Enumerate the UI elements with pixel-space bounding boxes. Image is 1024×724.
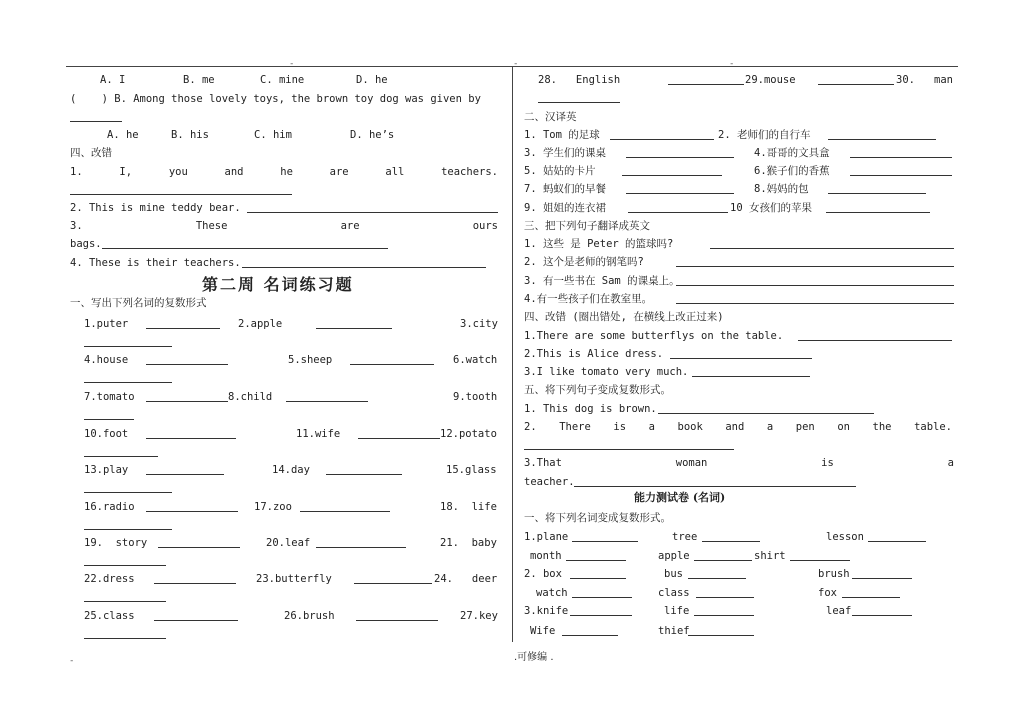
option-d: D. he’s <box>350 129 395 141</box>
section-heading: 五、将下列句子变成复数形式。 <box>524 384 671 396</box>
plural-sentence-2 <box>524 420 952 434</box>
answer-blank[interactable] <box>84 408 134 420</box>
item-label: 7.tomato <box>84 391 135 403</box>
answer-blank[interactable] <box>798 329 952 341</box>
answer-blank[interactable] <box>658 402 874 414</box>
item-label: 10.foot <box>84 428 129 440</box>
answer-blank[interactable] <box>702 530 760 542</box>
footer-mark: - <box>69 656 75 666</box>
test-item: tree <box>672 531 698 543</box>
section-heading: 四、改错 (圈出错处, 在横线上改正过来) <box>524 311 724 323</box>
answer-blank[interactable] <box>626 182 734 194</box>
answer-blank[interactable] <box>84 590 166 602</box>
section-heading: 二、汉译英 <box>524 111 577 123</box>
test-item: apple <box>658 550 690 562</box>
answer-blank[interactable] <box>242 256 486 268</box>
item-label: 11.wife <box>296 428 341 440</box>
answer-blank[interactable] <box>247 201 498 213</box>
answer-blank[interactable] <box>356 609 438 621</box>
answer-blank[interactable] <box>286 390 368 402</box>
answer-blank[interactable] <box>102 237 388 249</box>
word: and <box>725 421 745 433</box>
translate-item: 1. Tom 的足球 <box>524 129 600 141</box>
item-label: 16.radio <box>84 501 135 513</box>
section-heading: 一、将下列名词变成复数形式。 <box>524 512 671 524</box>
answer-blank[interactable] <box>146 500 238 512</box>
section-heading: 一、写出下列名词的复数形式 <box>70 297 207 309</box>
answer-blank[interactable] <box>676 292 954 304</box>
item-label: 23.butterfly <box>256 573 332 585</box>
answer-blank[interactable] <box>350 353 434 365</box>
word: he <box>280 166 293 178</box>
answer-blank[interactable] <box>316 317 392 329</box>
page-title: 第二周 名词练习题 <box>202 275 354 294</box>
answer-blank[interactable] <box>146 353 228 365</box>
option-c: C. mine <box>260 74 305 86</box>
answer-blank[interactable] <box>688 624 754 636</box>
word: you <box>168 166 188 178</box>
answer-blank[interactable] <box>146 463 224 475</box>
translate-item: 3. 学生们的课桌 <box>524 147 606 159</box>
item-label: 14.day <box>272 464 310 476</box>
answer-blank[interactable] <box>358 427 440 439</box>
test-item: shirt <box>754 550 786 562</box>
answer-blank[interactable] <box>694 549 752 561</box>
word: on <box>837 421 850 433</box>
option-b: B. his <box>171 129 209 141</box>
word: These <box>195 220 228 232</box>
answer-blank[interactable] <box>524 438 734 450</box>
answer-blank[interactable] <box>158 536 240 548</box>
item-label: 20.leaf <box>266 537 311 549</box>
word: I, <box>119 166 133 178</box>
item-label: 30. <box>896 74 915 86</box>
word: are <box>329 166 349 178</box>
answer-blank[interactable] <box>572 530 638 542</box>
correction-item: 1.There are some butterflys on the table. <box>524 330 784 342</box>
item-label: 8.child <box>228 391 273 403</box>
item-label: 21. baby <box>440 537 497 549</box>
question-line: ( ) B. Among those lovely toys, the brown toy dog was given by <box>70 93 481 105</box>
item-label: 6.watch <box>453 354 498 366</box>
header-mark: - <box>729 59 735 69</box>
sentence-item: 1. 这些 是 Peter 的篮球吗? <box>524 238 674 250</box>
word: all <box>385 166 405 178</box>
item-label: 19. story <box>84 537 148 549</box>
item-label: 5.sheep <box>288 354 333 366</box>
translate-item: 5. 姑姑的卡片 <box>524 165 596 177</box>
item-label: man <box>934 74 953 86</box>
answer-blank[interactable] <box>354 572 432 584</box>
answer-blank[interactable] <box>852 604 912 616</box>
answer-blank[interactable] <box>84 445 158 457</box>
word: teachers. <box>441 166 498 178</box>
option-d: D. he <box>356 74 388 86</box>
answer-blank[interactable] <box>694 604 754 616</box>
test-item: Wife <box>530 625 556 637</box>
translate-item: 10 女孩们的苹果 <box>730 202 812 214</box>
translate-item: 9. 姐姐的连衣裙 <box>524 202 606 214</box>
item-label: 4.house <box>84 354 129 366</box>
answer-blank[interactable] <box>84 371 172 383</box>
item-label: 13.play <box>84 464 129 476</box>
error-sentence-1 <box>70 165 498 179</box>
answer-blank[interactable] <box>154 609 238 621</box>
item-label: 25.class <box>84 610 135 622</box>
answer-blank[interactable] <box>688 567 746 579</box>
translate-item: 2. 老师们的自行车 <box>718 129 811 141</box>
test-item: bus <box>664 568 683 580</box>
plural-sentence-3-cont: teacher. <box>524 476 575 488</box>
option-a: A. he <box>107 129 139 141</box>
test-item: 2. box <box>524 568 562 580</box>
word: book <box>677 421 703 433</box>
word: a <box>947 457 954 469</box>
item-label: 24. deer <box>434 573 498 585</box>
answer-blank[interactable] <box>710 237 954 249</box>
word: the <box>872 421 892 433</box>
word: a <box>648 421 655 433</box>
answer-blank[interactable] <box>326 463 402 475</box>
answer-blank[interactable] <box>828 128 936 140</box>
translate-item: 7. 蚂蚁们的早餐 <box>524 183 606 195</box>
item-label: 17.zoo <box>254 501 292 513</box>
answer-blank[interactable] <box>84 554 166 566</box>
answer-blank[interactable] <box>676 274 954 286</box>
test-item: life <box>664 605 690 617</box>
answer-blank[interactable] <box>868 530 926 542</box>
test-item: brush <box>818 568 850 580</box>
word: 3.That <box>524 457 562 469</box>
answer-blank[interactable] <box>622 164 722 176</box>
answer-blank[interactable] <box>850 164 952 176</box>
test-item: 1.plane <box>524 531 569 543</box>
item-label: 2.apple <box>238 318 283 330</box>
word: 3. <box>70 220 83 232</box>
word: pen <box>795 421 815 433</box>
test-item: watch <box>536 587 568 599</box>
item-label: 27.key <box>460 610 498 622</box>
plural-sentence-1: 1. This dog is brown. <box>524 403 657 415</box>
answer-blank[interactable] <box>70 110 122 122</box>
answer-blank[interactable] <box>692 365 810 377</box>
correction-item: 3.I like tomato very much. <box>524 366 689 378</box>
word: a <box>766 421 774 433</box>
item-label: 3.city <box>460 318 498 330</box>
item-label: 1.puter <box>84 318 129 330</box>
test-item: leaf <box>826 605 852 617</box>
answer-blank[interactable] <box>574 475 856 487</box>
option-b: B. me <box>183 74 215 86</box>
answer-blank[interactable] <box>790 549 850 561</box>
word: and <box>224 166 244 178</box>
answer-blank[interactable] <box>628 201 728 213</box>
answer-blank[interactable] <box>570 604 632 616</box>
test-title: 能力测试卷 (名词) <box>634 491 726 504</box>
answer-blank[interactable] <box>146 390 228 402</box>
test-item: 3.knife <box>524 605 569 617</box>
item-label: 22.dress <box>84 573 135 585</box>
error-sentence-2: 2. This is mine teddy bear. <box>70 202 241 214</box>
header-mark: - <box>513 59 519 69</box>
sentence-item: 3. 有一些书在 Sam 的课桌上。 <box>524 275 680 287</box>
test-item: month <box>530 550 562 562</box>
plural-sentence-3 <box>524 456 954 470</box>
word: 2. <box>524 421 537 433</box>
answer-blank[interactable] <box>84 481 172 493</box>
item-label: 12.potato <box>440 428 497 440</box>
test-item: lesson <box>826 531 864 543</box>
answer-blank[interactable] <box>146 427 236 439</box>
error-sentence-3-cont: bags. <box>70 238 102 250</box>
answer-blank[interactable] <box>826 201 930 213</box>
answer-blank[interactable] <box>538 91 620 103</box>
word: 1. <box>70 166 83 178</box>
word: woman <box>675 457 708 469</box>
answer-blank[interactable] <box>610 128 714 140</box>
word: There <box>559 421 591 433</box>
word: is <box>821 457 834 469</box>
answer-blank[interactable] <box>670 347 812 359</box>
answer-blank[interactable] <box>70 183 292 195</box>
sentence-item: 4.有一些孩子们在教室里。 <box>524 293 653 305</box>
answer-blank[interactable] <box>566 549 626 561</box>
word: ours <box>472 220 498 232</box>
section-heading: 四、改错 <box>70 147 112 159</box>
answer-blank[interactable] <box>300 500 390 512</box>
word: is <box>613 421 627 433</box>
item-label: 29.mouse <box>745 74 796 86</box>
answer-blank[interactable] <box>696 586 754 598</box>
answer-blank[interactable] <box>570 567 626 579</box>
translate-item: 4.哥哥的文具盒 <box>754 147 830 159</box>
translate-item: 8.妈妈的包 <box>754 183 809 195</box>
answer-blank[interactable] <box>84 335 172 347</box>
word: table. <box>914 421 952 433</box>
answer-blank[interactable] <box>850 146 952 158</box>
word: are <box>340 220 360 232</box>
test-item: class <box>658 587 690 599</box>
item-label: 18. life <box>440 501 497 513</box>
header-mark: - <box>289 59 295 69</box>
option-a: A. I <box>100 74 126 86</box>
answer-blank[interactable] <box>626 146 734 158</box>
column-divider <box>512 67 513 642</box>
test-item: fox <box>818 587 837 599</box>
item-label: 15.glass <box>446 464 497 476</box>
answer-blank[interactable] <box>84 518 172 530</box>
answer-blank[interactable] <box>852 567 912 579</box>
item-label: 28. English <box>538 74 621 86</box>
answer-blank[interactable] <box>316 536 406 548</box>
item-label: 26.brush <box>284 610 335 622</box>
answer-blank[interactable] <box>562 624 618 636</box>
item-label: 9.tooth <box>453 391 498 403</box>
answer-blank[interactable] <box>676 255 954 267</box>
test-item: thief <box>658 625 690 637</box>
answer-blank[interactable] <box>154 572 236 584</box>
answer-blank[interactable] <box>146 317 220 329</box>
footer-text: .可修编 . <box>514 652 554 663</box>
error-sentence-4: 4. These is their teachers. <box>70 257 241 269</box>
translate-item: 6.猴子们的香蕉 <box>754 165 830 177</box>
answer-blank[interactable] <box>818 73 894 85</box>
answer-blank[interactable] <box>842 586 900 598</box>
answer-blank[interactable] <box>828 182 926 194</box>
section-heading: 三、把下列句子翻译成英文 <box>524 220 650 232</box>
answer-blank[interactable] <box>668 73 744 85</box>
error-sentence-3 <box>70 219 498 233</box>
option-c: C. him <box>254 129 292 141</box>
sentence-item: 2. 这个是老师的钢笔吗? <box>524 256 644 268</box>
answer-blank[interactable] <box>84 627 166 639</box>
answer-blank[interactable] <box>572 586 632 598</box>
correction-item: 2.This is Alice dress. <box>524 348 664 360</box>
